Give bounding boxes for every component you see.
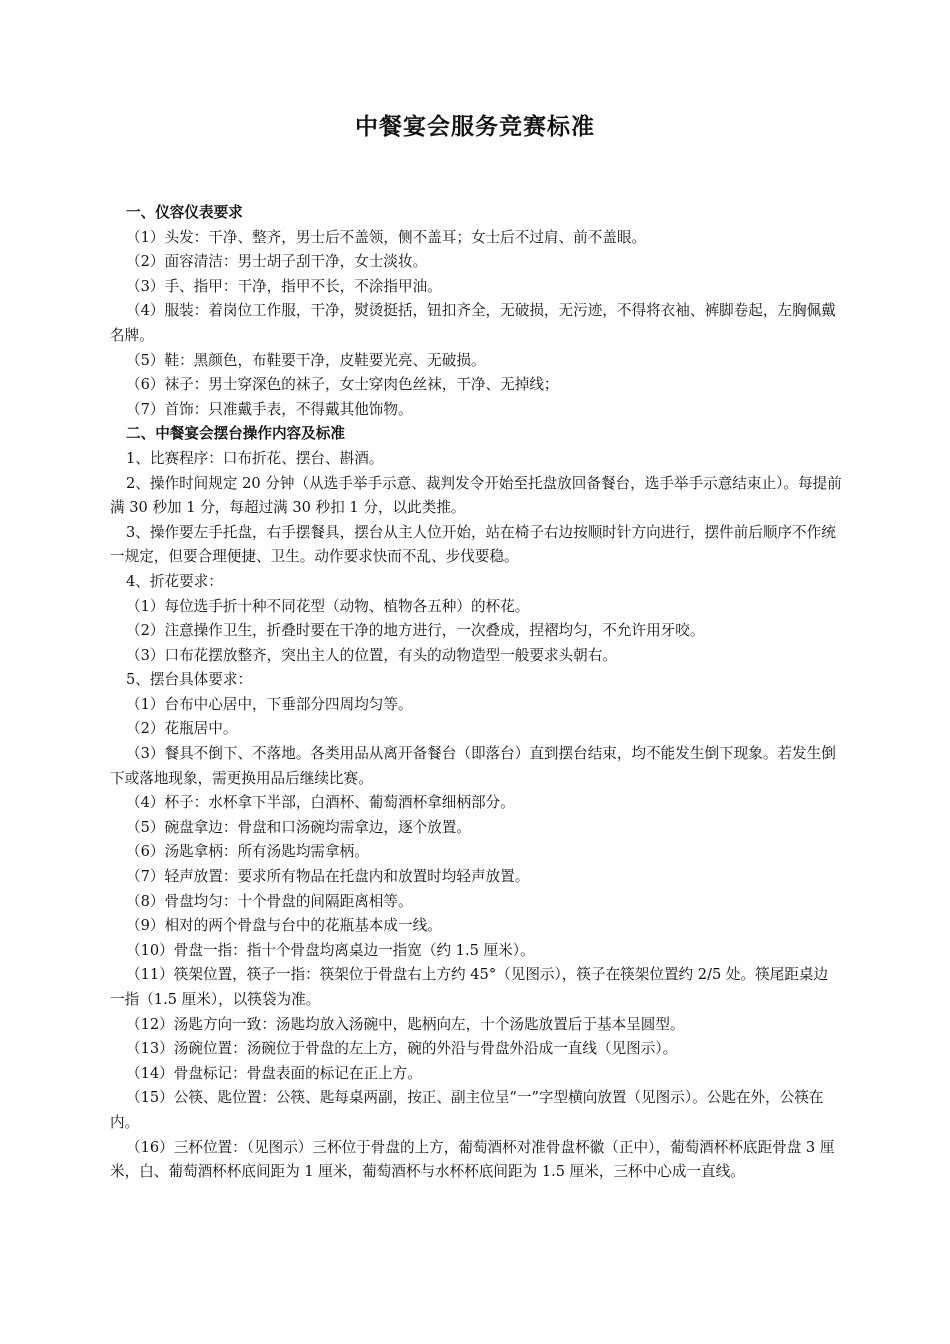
paragraph: （6）汤匙拿柄：所有汤匙均需拿柄。 [126,843,369,861]
paragraph: 4、折花要求： [126,572,223,590]
paragraph: 3、操作要左手托盘，右手摆餐具，摆台从主人位开始，站在椅子右边按顺时针方向进行，摆件前后顺序不作统一规定，但要合理便捷、卫生。动作要求快而不乱、步伐要稳。 [110,523,836,566]
paragraph: （5）鞋：黑颜色，布鞋要干净，皮鞋要光亮、无破损。 [126,351,486,369]
paragraph: （15）公筷、匙位置：公筷、匙每桌两副，按正、副主位呈“一”字型横向放置（见图示）。公匙在外，公筷在内。 [110,1089,824,1131]
paragraph: （4）服装：着岗位工作服，干净，熨烫挺括，钮扣齐全，无破损，无污迹，不得将衣袖、裤脚卷起，左胸佩戴名牌。 [110,302,836,344]
paragraph: （11）筷架位置，筷子一指：筷架位于骨盘右上方约 45°（见图示），筷子在筷架位置约 2/5 处。筷尾距桌边一指（1.5 厘米），以筷袋为准。 [110,966,829,1008]
paragraph: 5、摆台具体要求： [126,671,253,689]
paragraph: （6）袜子：男士穿深色的袜子，女士穿肉色丝袜，干净、无掉线； [126,376,559,394]
paragraph: （12）汤匙方向一致：汤匙均放入汤碗中，匙柄向左，十个汤匙放置后于基本呈圆型。 [126,1015,685,1033]
paragraph: （10）骨盘一指：指十个骨盘均离桌边一指宽（约 1.5 厘米）。 [126,941,535,959]
paragraph: （5）碗盘拿边：骨盘和口汤碗均需拿边，逐个放置。 [126,818,471,836]
paragraph: （1）台布中心居中，下垂部分四周均匀等。 [126,695,413,713]
paragraph: （2）面容清洁：男士胡子刮干净，女士淡妆。 [126,253,428,271]
paragraph: （2）花瓶居中。 [126,720,238,738]
paragraph: （2）注意操作卫生，折叠时要在干净的地方进行，一次叠成，捏褶均匀，不允许用牙咬。 [126,622,705,640]
document-body [110,201,842,1185]
paragraph: （14）骨盘标记：骨盘表面的标记在正上方。 [126,1064,422,1082]
paragraph: （7）首饰：只准戴手表，不得戴其他饰物。 [126,400,413,418]
paragraph: （1）头发：干净、整齐，男士后不盖领，侧不盖耳；女士后不过肩、前不盖眼。 [126,228,647,246]
paragraph: （3）手、指甲：干净，指甲不长，不涂指甲油。 [126,277,442,295]
paragraph: （3）口布花摆放整齐，突出主人的位置，有头的动物造型一般要求头朝右。 [126,646,617,664]
paragraph: 1、比赛程序：口布折花、摆台、斟酒。 [126,449,384,467]
paragraph: 2、操作时间规定 20 分钟（从选手举手示意、裁判发令开始至托盘放回备餐台，选手举手示意结束止）。每提前满 30 秒加 1 分，每超过满 30 秒扣 1 分，以此类推。 [110,474,842,517]
section-heading: 二、中餐宴会摆台操作内容及标准 [126,425,345,443]
section-heading: 一、仪容仪表要求 [126,204,243,221]
paragraph: （1）每位选手折十种不同花型（动物、植物各五种）的杯花。 [126,597,530,615]
paragraph: （8）骨盘均匀：十个骨盘的间隔距离相等。 [126,892,413,910]
paragraph: （3）餐具不倒下、不落地。各类用品从离开备餐台（即落台）直到摆台结束，均不能发生倒下现象。若发生倒下或落地现象，需更换用品后继续比赛。 [110,745,836,787]
paragraph: （16）三杯位置：（见图示）三杯位于骨盘的上方，葡萄酒杯对准骨盘杯徽（正中），葡萄酒杯杯底距骨盘 3 厘米，白、葡萄酒杯杯底间距为 1 厘米，葡萄酒杯与水杯杯底间距为 1.5 厘米，三杯中心成一直线。 [110,1138,835,1181]
paragraph: （7）轻声放置：要求所有物品在托盘内和放置时均轻声放置。 [126,868,530,886]
paragraph: （13）汤碗位置：汤碗位于骨盘的左上方，碗的外沿与骨盘外沿成一直线（见图示）。 [126,1040,678,1058]
paragraph: （4）杯子：水杯拿下半部，白酒杯、葡萄酒杯拿细柄部分。 [126,794,515,812]
paragraph: （9）相对的两个骨盘与台中的花瓶基本成一线。 [126,917,442,935]
document-title: 中餐宴会服务竞赛标准 [355,114,595,140]
